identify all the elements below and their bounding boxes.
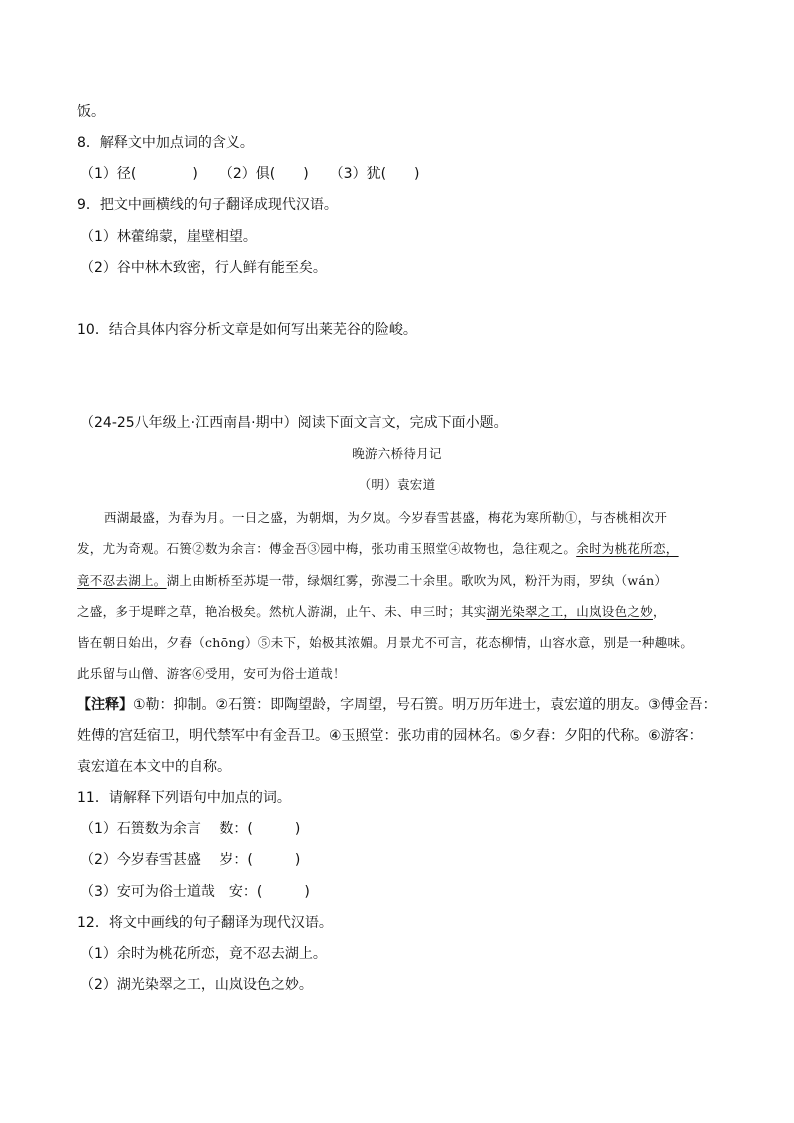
notes-line: 姓傅的宫廷宿卫，明代禁军中有金吾卫。④玉照堂：张功甫的园林名。⑤夕舂：夕阳的代称。⑥游客： (77, 728, 703, 744)
notes-label: 【注释】 (77, 697, 133, 713)
question-11: 11．请解释下列语句中加点的词。 (77, 790, 291, 806)
passage-text: 发，尤为奇观。石篑②数为余言：傅金吾③园中梅，张功甫玉照堂④故物也，急往观之。 (77, 541, 577, 556)
passage-text: ， (653, 604, 666, 619)
question-11-item-2: （2）今岁春雪甚盛 岁：( ) (80, 852, 301, 868)
question-9: 9．把文中画横线的句子翻译成现代汉语。 (77, 197, 338, 213)
underlined-sentence: 湖光染翠之工，山岚设色之妙 (486, 604, 654, 619)
text-line: 饭。 (77, 104, 105, 120)
question-8-items: （1）径( ) （2）俱( ) （3）犹( ) (80, 166, 420, 182)
passage-line (77, 539, 679, 559)
question-8: 8．解释文中加点词的含义。 (77, 135, 254, 151)
question-9-item-1: （1）林藿绵蒙，崖壁相望。 (80, 229, 257, 245)
passage-line: 西湖最盛，为春为月。一日之盛，为朝烟，为夕岚。今岁春雪甚盛，梅花为寒所勒①，与杏桃相次开 (104, 510, 668, 525)
passage-line: 此乐留与山僧、游客⑥受用，安可为俗士道哉！ (77, 666, 346, 681)
question-11-item-3: （3）安可为俗士道哉 安：( ) (80, 884, 310, 900)
question-12: 12．将文中画线的句子翻译为现代汉语。 (77, 915, 333, 931)
question-12-item-2: （2）湖光染翠之工，山岚设色之妙。 (80, 977, 313, 993)
notes-line (77, 695, 717, 715)
passage-line (77, 602, 666, 622)
underlined-sentence: 竟不忍去湖上。 (77, 573, 167, 588)
passage-text: 之盛，多于堤畔之草，艳冶极矣。然杭人游湖，止午、未、申三时；其实 (77, 604, 487, 619)
question-9-item-2: （2）谷中林木致密，行人鲜有能至矣。 (80, 260, 327, 276)
notes-line: 袁宏道在本文中的自称。 (77, 759, 231, 775)
passage-line: 皆在朝日始出，夕舂（chōng）⑤未下，始极其浓媚。月景尤不可言，花态柳情，山容水意，别是一种趣味。 (77, 635, 694, 650)
notes-text: ①勒：抑制。②石篑：即陶望龄，字周望，号石篑。明万历年进士，袁宏道的朋友。③傅金吾： (133, 697, 717, 713)
question-10: 10．结合具体内容分析文章是如何写出莱芜谷的险峻。 (77, 322, 417, 338)
passage-author: （明）袁宏道 (358, 477, 436, 492)
passage-title: 晚游六桥待月记 (352, 446, 442, 461)
question-11-item-1: （1）石篑数为余言 数：( ) (80, 821, 301, 837)
underlined-sentence: 余时为桃花所恋， (576, 541, 679, 556)
passage-intro: （24-25八年级上·江西南昌·期中）阅读下面文言文，完成下面小题。 (80, 415, 508, 431)
passage-line (77, 571, 667, 591)
question-12-item-1: （1）余时为桃花所恋，竟不忍去湖上。 (80, 946, 327, 962)
passage-text: 湖上由断桥至苏堤一带，绿烟红雾，弥漫二十余里。歌吹为风，粉汗为雨，罗纨（wán） (166, 573, 668, 588)
